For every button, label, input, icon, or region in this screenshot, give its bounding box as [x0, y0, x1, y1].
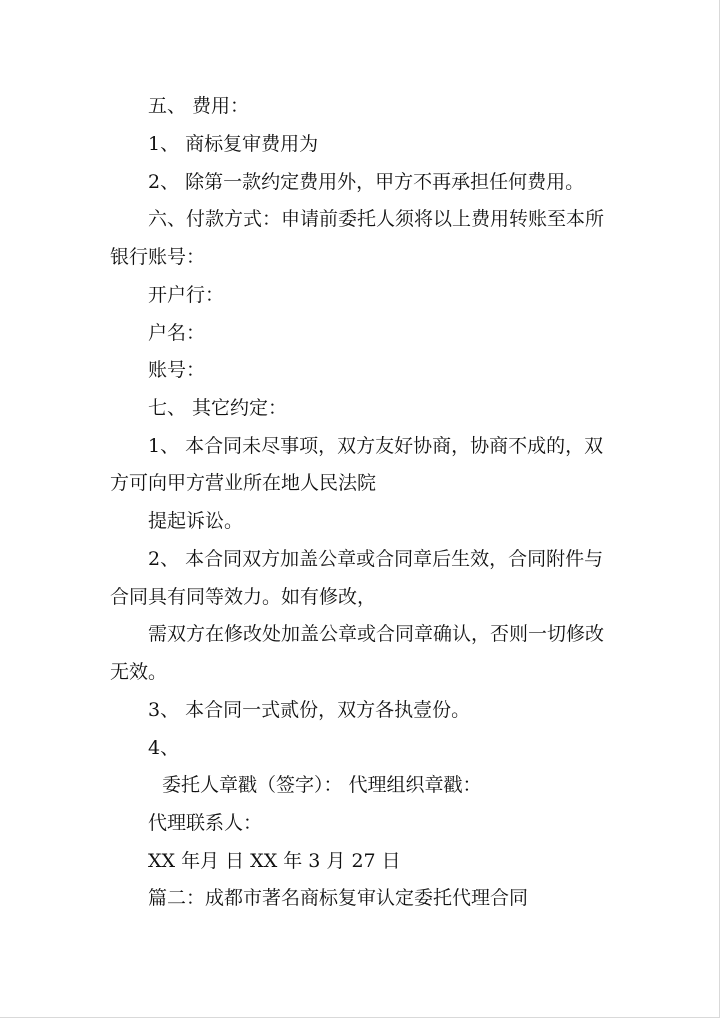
clause-5-1: 1、 商标复审费用为: [148, 133, 319, 155]
clause-7-4: 4、: [148, 737, 180, 759]
section-6-continuation: 银行账号：: [110, 246, 206, 268]
signature-line: 委托人章戳（签字）： 代理组织章戳：: [162, 774, 482, 796]
clause-7-1: 1、 本合同未尽事项，双方友好协商，协商不成的，双: [148, 435, 604, 457]
clause-7-3: 3、 本合同一式贰份，双方各执壹份。: [148, 699, 471, 721]
clause-7-2-ending: 无效。: [110, 661, 168, 683]
section-5-heading: 五、 费用：: [148, 95, 250, 117]
clause-7-2-continuation: 合同具有同等效力。如有修改，: [110, 586, 377, 608]
bank-branch-label: 开户行：: [148, 284, 225, 306]
agent-contact-label: 代理联系人：: [148, 812, 263, 834]
section-7-heading: 七、 其它约定：: [148, 397, 288, 419]
date-line: XX 年月 日 XX 年 3 月 27 日: [148, 850, 401, 872]
account-name-label: 户名：: [148, 322, 206, 344]
account-number-label: 账号：: [148, 359, 206, 381]
clause-5-2: 2、 除第一款约定费用外，甲方不再承担任何费用。: [148, 171, 585, 193]
clause-7-1-continuation: 方可向甲方营业所在地人民法院: [110, 472, 377, 494]
next-document-title: 篇二：成都市著名商标复审认定委托代理合同: [148, 887, 529, 909]
clause-7-1-ending: 提起诉讼。: [148, 510, 244, 532]
clause-7-2: 2、 本合同双方加盖公章或合同章后生效，合同附件与: [148, 548, 604, 570]
section-6-heading: 六、付款方式：申请前委托人须将以上费用转账至本所: [148, 208, 605, 230]
clause-7-2-modification: 需双方在修改处加盖公章或合同章确认，否则一切修改: [148, 623, 605, 645]
